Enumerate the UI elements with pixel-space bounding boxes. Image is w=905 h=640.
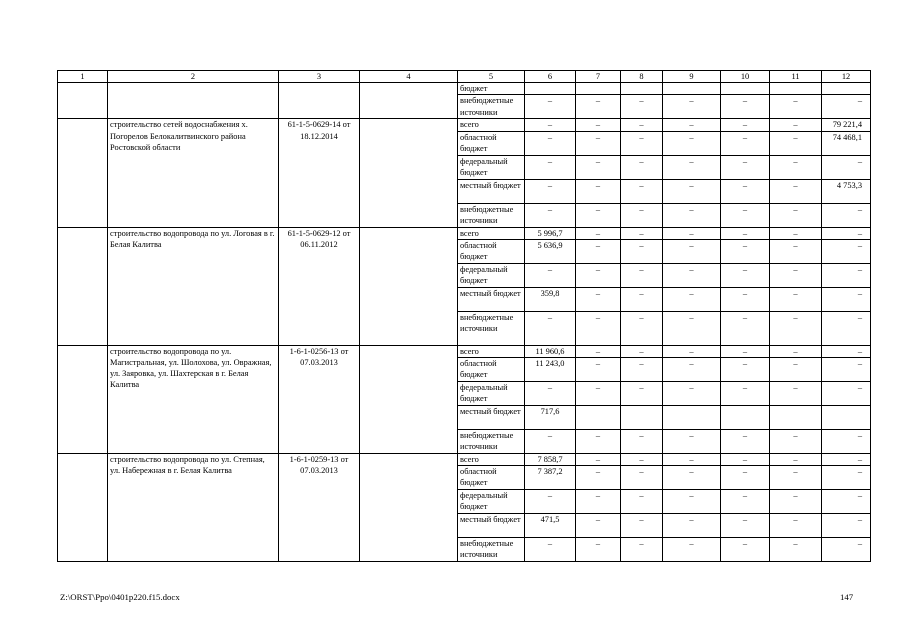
value-cell-col-10: – [721,179,770,203]
value-cell-col-12: – [822,538,871,562]
value-cell-col-7: – [576,466,621,490]
value-cell-col-7: – [576,179,621,203]
value-cell-col-8: – [621,95,663,119]
column-number-3: 3 [279,71,360,83]
column-number-6: 6 [525,71,576,83]
value-cell-col-9: – [663,287,721,311]
value-cell-col-9: – [663,345,721,357]
value-cell-col-11: – [770,119,822,131]
value-cell-col-10: – [721,430,770,454]
value-cell-col-11: – [770,179,822,203]
table-row [58,119,871,131]
value-cell-col-10: – [721,382,770,406]
value-cell-col-10: – [721,263,770,287]
value-cell-col-6: 471,5 [525,514,576,538]
value-cell-col-10 [721,406,770,430]
value-cell-col-6: – [525,203,576,227]
value-cell-col-10: – [721,345,770,357]
value-cell-col-12: – [822,203,871,227]
value-cell-col-8: – [621,179,663,203]
value-cell-col-10: – [721,358,770,382]
funding-source: федеральный бюджет [458,490,525,514]
value-cell-col-8: – [621,131,663,155]
value-cell-col-10: – [721,454,770,466]
value-cell-col-8: – [621,345,663,357]
value-cell-col-12 [822,83,871,95]
value-cell-col-8: – [621,287,663,311]
value-cell-col-7 [576,83,621,95]
continuation-cell [360,83,458,119]
value-cell-col-9: – [663,239,721,263]
empty-cell-col-4 [360,454,458,562]
value-cell-col-12: 74 468,1 [822,131,871,155]
value-cell-col-12: 4 753,3 [822,179,871,203]
value-cell-col-6: 7 387,2 [525,466,576,490]
column-number-10: 10 [721,71,770,83]
value-cell-col-11 [770,83,822,95]
value-cell-col-7: – [576,119,621,131]
value-cell-col-8: – [621,454,663,466]
value-cell-col-7 [576,406,621,430]
value-cell-col-8: – [621,239,663,263]
value-cell-col-12: – [822,430,871,454]
column-number-header [58,71,871,83]
continuation-cell [58,83,108,119]
value-cell-col-11: – [770,358,822,382]
document-number: 1-6-1-0259-13 от 07.03.2013 [279,454,360,562]
value-cell-col-11: – [770,263,822,287]
value-cell-col-7: – [576,287,621,311]
value-cell-col-7: – [576,311,621,345]
value-cell-col-10: – [721,466,770,490]
value-cell-col-11: – [770,430,822,454]
value-cell-col-6: – [525,179,576,203]
continuation-cell [279,83,360,119]
value-cell-col-10: – [721,227,770,239]
value-cell-col-9: – [663,454,721,466]
value-cell-col-7: – [576,358,621,382]
value-cell-col-7: – [576,155,621,179]
value-cell-col-10 [721,83,770,95]
value-cell-col-11: – [770,155,822,179]
table-row [58,227,871,239]
value-cell-col-8: – [621,155,663,179]
value-cell-col-6: – [525,95,576,119]
value-cell-col-12: – [822,490,871,514]
document-number: 61-1-5-0629-14 от 18.12.2014 [279,119,360,227]
value-cell-col-6: 5 636,9 [525,239,576,263]
funding-source: всего [458,119,525,131]
value-cell-col-9 [663,83,721,95]
value-cell-col-11: – [770,345,822,357]
column-number-12: 12 [822,71,871,83]
budget-table [57,70,871,562]
value-cell-col-10: – [721,119,770,131]
funding-source: местный бюджет [458,406,525,430]
value-cell-col-10: – [721,311,770,345]
value-cell-col-8: – [621,227,663,239]
table-row [58,454,871,466]
value-cell-col-12: – [822,311,871,345]
project-description: строительство водопровода по ул. Степная, ул. Набережная в г. Белая Калитва [108,454,279,562]
value-cell-col-9 [663,406,721,430]
value-cell-col-10: – [721,490,770,514]
table-row [58,83,871,95]
value-cell-col-7: – [576,95,621,119]
funding-source: всего [458,345,525,357]
project-description: строительство водопровода по ул. Магистральная, ул. Шолохова, ул. Овражная, ул. Заяровка, ул. Шахтерская в г. Белая Калитва [108,345,279,453]
value-cell-col-12: – [822,382,871,406]
empty-cell-col-4 [360,227,458,345]
funding-source: всего [458,454,525,466]
value-cell-col-12: – [822,514,871,538]
table-row [58,345,871,357]
value-cell-col-11: – [770,203,822,227]
funding-source: внебюджетные источники [458,95,525,119]
value-cell-col-6: 11 960,6 [525,345,576,357]
value-cell-col-9: – [663,358,721,382]
value-cell-col-9: – [663,311,721,345]
value-cell-col-6: 717,6 [525,406,576,430]
value-cell-col-10: – [721,514,770,538]
value-cell-col-6: – [525,490,576,514]
value-cell-col-6: – [525,155,576,179]
value-cell-col-7: – [576,514,621,538]
value-cell-col-7: – [576,430,621,454]
value-cell-col-11: – [770,227,822,239]
column-number-5: 5 [458,71,525,83]
value-cell-col-8: – [621,203,663,227]
column-number-7: 7 [576,71,621,83]
funding-source: областной бюджет [458,358,525,382]
value-cell-col-11: – [770,239,822,263]
funding-source: местный бюджет [458,179,525,203]
value-cell-col-8: – [621,311,663,345]
value-cell-col-11: – [770,95,822,119]
value-cell-col-6: 11 243,0 [525,358,576,382]
funding-source: областной бюджет [458,466,525,490]
funding-source: федеральный бюджет [458,155,525,179]
value-cell-col-11: – [770,131,822,155]
value-cell-col-12: – [822,466,871,490]
funding-source: внебюджетные источники [458,430,525,454]
value-cell-col-12: – [822,263,871,287]
value-cell-col-12: – [822,239,871,263]
continuation-cell [108,83,279,119]
row-number-cell [58,454,108,562]
value-cell-col-7: – [576,382,621,406]
file-path: Z:\ORST\Ppo\0401p220.f15.docx [60,592,180,602]
funding-source: местный бюджет [458,514,525,538]
value-cell-col-6: 7 858,7 [525,454,576,466]
value-cell-col-9: – [663,227,721,239]
column-number-4: 4 [360,71,458,83]
funding-source: бюджет [458,83,525,95]
value-cell-col-9: – [663,119,721,131]
value-cell-col-6: – [525,131,576,155]
value-cell-col-7: – [576,538,621,562]
value-cell-col-8 [621,83,663,95]
value-cell-col-9: – [663,263,721,287]
value-cell-col-12: – [822,155,871,179]
value-cell-col-6 [525,83,576,95]
value-cell-col-6: – [525,538,576,562]
value-cell-col-11: – [770,466,822,490]
funding-source: всего [458,227,525,239]
value-cell-col-8: – [621,263,663,287]
value-cell-col-12: – [822,358,871,382]
value-cell-col-8: – [621,490,663,514]
value-cell-col-10: – [721,95,770,119]
value-cell-col-7: – [576,203,621,227]
value-cell-col-9: – [663,490,721,514]
value-cell-col-8: – [621,358,663,382]
value-cell-col-8: – [621,466,663,490]
value-cell-col-12: – [822,227,871,239]
value-cell-col-6: – [525,311,576,345]
column-number-8: 8 [621,71,663,83]
value-cell-col-9: – [663,131,721,155]
value-cell-col-7: – [576,239,621,263]
funding-source: внебюджетные источники [458,311,525,345]
value-cell-col-6: – [525,263,576,287]
row-number-cell [58,227,108,345]
funding-source: внебюджетные источники [458,538,525,562]
value-cell-col-10: – [721,155,770,179]
value-cell-col-6: – [525,119,576,131]
value-cell-col-7: – [576,263,621,287]
value-cell-col-8 [621,406,663,430]
value-cell-col-9: – [663,466,721,490]
value-cell-col-11: – [770,454,822,466]
value-cell-col-11: – [770,538,822,562]
value-cell-col-11: – [770,490,822,514]
column-number-11: 11 [770,71,822,83]
value-cell-col-9: – [663,514,721,538]
funding-source: федеральный бюджет [458,263,525,287]
value-cell-col-6: – [525,430,576,454]
column-number-2: 2 [108,71,279,83]
value-cell-col-8: – [621,430,663,454]
funding-source: областной бюджет [458,239,525,263]
project-description: строительство водопровода по ул. Логовая в г. Белая Калитва [108,227,279,345]
value-cell-col-9: – [663,95,721,119]
value-cell-col-8: – [621,382,663,406]
value-cell-col-10: – [721,538,770,562]
value-cell-col-12: – [822,345,871,357]
empty-cell-col-4 [360,345,458,453]
page-number: 147 [840,592,854,602]
value-cell-col-12: – [822,287,871,311]
value-cell-col-11: – [770,382,822,406]
funding-source: местный бюджет [458,287,525,311]
value-cell-col-10: – [721,239,770,263]
value-cell-col-11: – [770,514,822,538]
value-cell-col-9: – [663,538,721,562]
empty-cell-col-4 [360,119,458,227]
column-number-1: 1 [58,71,108,83]
value-cell-col-11 [770,406,822,430]
row-number-cell [58,345,108,453]
value-cell-col-11: – [770,287,822,311]
value-cell-col-9: – [663,382,721,406]
value-cell-col-10: – [721,287,770,311]
value-cell-col-12 [822,406,871,430]
value-cell-col-9: – [663,430,721,454]
row-number-cell [58,119,108,227]
value-cell-col-6: – [525,382,576,406]
value-cell-col-12: 79 221,4 [822,119,871,131]
value-cell-col-7: – [576,454,621,466]
document-number: 1-6-1-0256-13 от 07.03.2013 [279,345,360,453]
value-cell-col-9: – [663,155,721,179]
value-cell-col-8: – [621,119,663,131]
value-cell-col-12: – [822,454,871,466]
value-cell-col-10: – [721,131,770,155]
funding-source: федеральный бюджет [458,382,525,406]
value-cell-col-9: – [663,203,721,227]
value-cell-col-11: – [770,311,822,345]
value-cell-col-8: – [621,514,663,538]
document-number: 61-1-5-0629-12 от 06.11.2012 [279,227,360,345]
column-number-9: 9 [663,71,721,83]
value-cell-col-8: – [621,538,663,562]
project-description: строительство сетей водоснабжения х. Погорелов Белокалитвинского района Ростовской области [108,119,279,227]
funding-source: внебюджетные источники [458,203,525,227]
value-cell-col-6: 5 996,7 [525,227,576,239]
value-cell-col-9: – [663,179,721,203]
funding-source: областной бюджет [458,131,525,155]
value-cell-col-7: – [576,345,621,357]
value-cell-col-7: – [576,227,621,239]
value-cell-col-7: – [576,131,621,155]
value-cell-col-12: – [822,95,871,119]
value-cell-col-7: – [576,490,621,514]
value-cell-col-10: – [721,203,770,227]
value-cell-col-6: 359,8 [525,287,576,311]
table-body [58,71,871,562]
